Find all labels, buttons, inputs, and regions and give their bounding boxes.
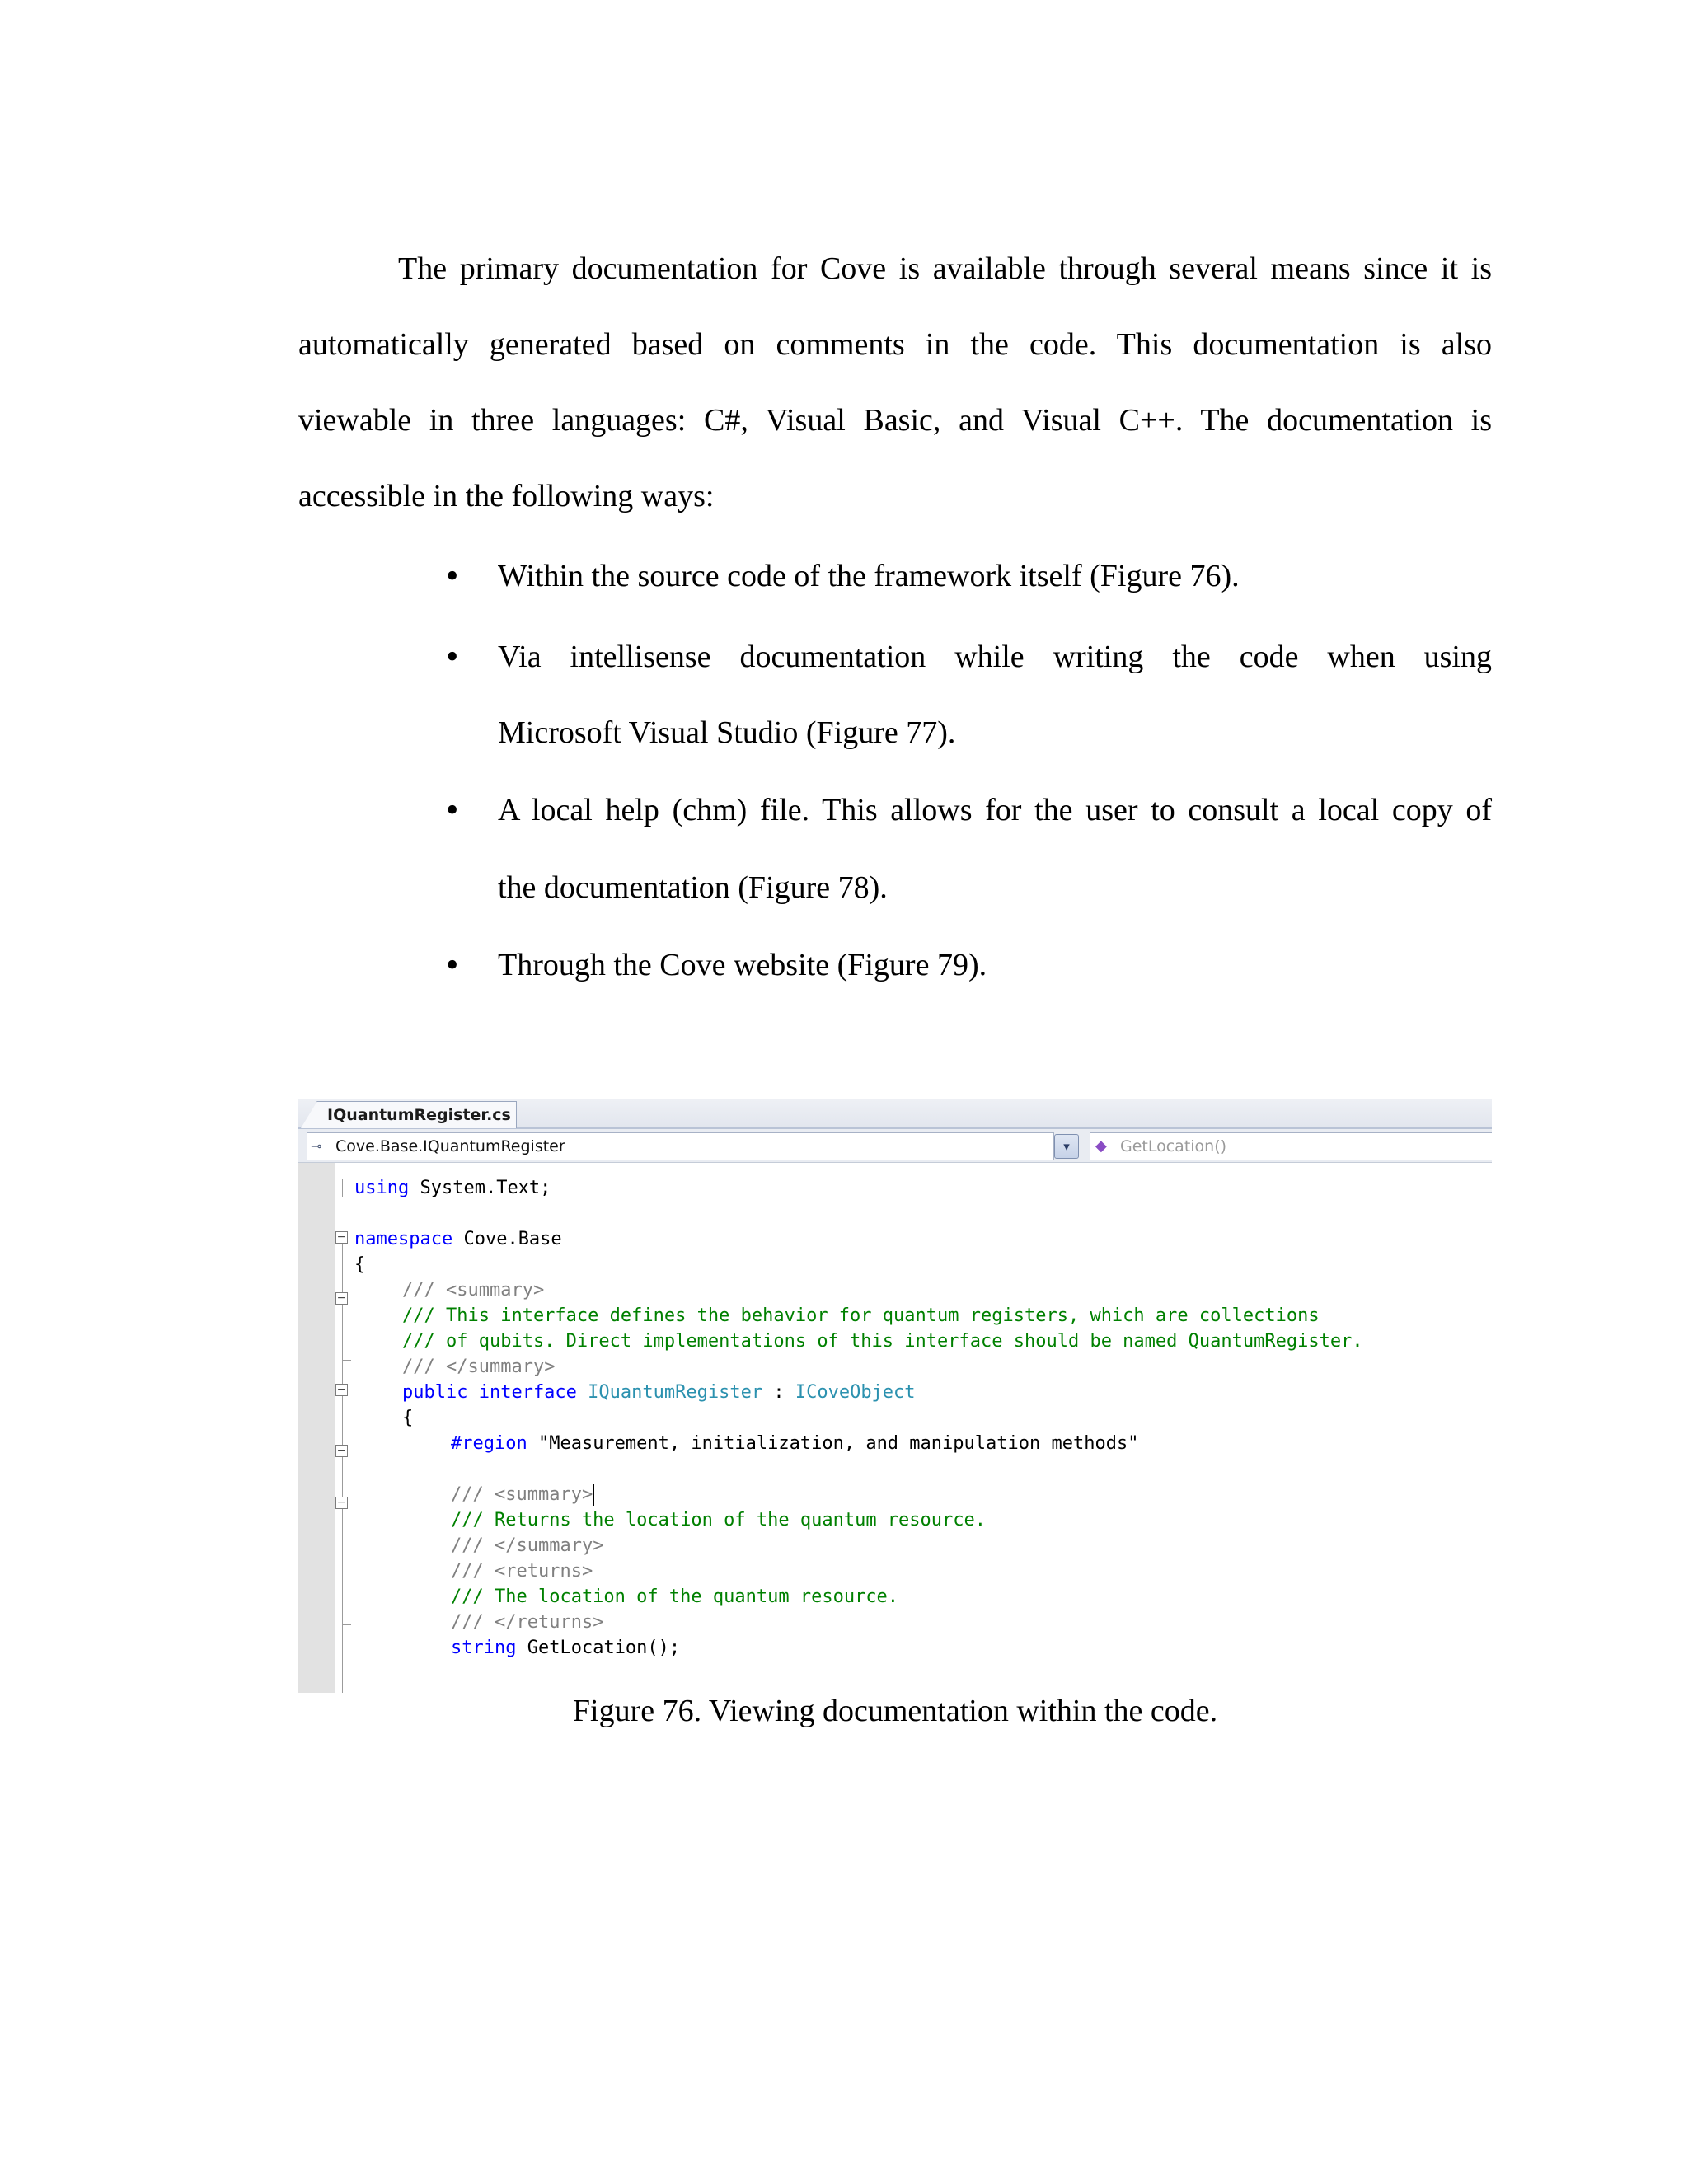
- code-line: /// </returns>: [451, 1612, 604, 1633]
- code-line: string GetLocation();: [451, 1638, 681, 1658]
- collapse-toggle-icon[interactable]: −: [336, 1444, 347, 1457]
- outline-guide: [342, 1179, 343, 1197]
- code-line: {: [402, 1408, 414, 1428]
- bullet-icon: •: [446, 555, 459, 596]
- bullet-icon: •: [446, 790, 459, 830]
- list-item-continuation: Microsoft Visual Studio (Figure 77).: [498, 715, 956, 750]
- editor-gutter: [298, 1163, 335, 1693]
- code-line: using System.Text;: [354, 1178, 551, 1198]
- paragraph-line: The primary documentation for Cove is available through several means since it is: [398, 251, 1492, 286]
- list-item-continuation: the documentation (Figure 78).: [498, 870, 888, 905]
- code-line: /// This interface defines the behavior for quantum registers, which are collections: [402, 1305, 1320, 1326]
- bullet-icon: •: [446, 636, 459, 677]
- intro-paragraph: [298, 245, 1492, 548]
- code-line: #region "Measurement, initialization, and manipulation methods": [451, 1433, 1139, 1454]
- code-line: /// The location of the quantum resource.: [451, 1586, 899, 1607]
- code-editor-screenshot: [298, 1099, 1492, 1693]
- list-item: Through the Cove website (Figure 79).: [498, 948, 987, 982]
- method-icon: ◆: [1095, 1137, 1107, 1155]
- file-tab[interactable]: IQuantumRegister.cs: [316, 1101, 517, 1128]
- list-item: Via intellisense documentation while writing the code when using: [498, 640, 1492, 674]
- collapse-toggle-icon[interactable]: −: [336, 1291, 347, 1305]
- member-dropdown[interactable]: [1090, 1132, 1492, 1160]
- member-dropdown-value: GetLocation(): [1120, 1137, 1227, 1155]
- outline-guide: [343, 1360, 351, 1361]
- outline-guide: [342, 1244, 343, 1693]
- code-line: /// </summary>: [451, 1535, 604, 1556]
- navigation-bar: [298, 1129, 1492, 1163]
- code-line: /// <summary>: [451, 1484, 593, 1505]
- editor-tab-strip: [298, 1099, 1492, 1129]
- chevron-down-icon[interactable]: ▾: [1054, 1134, 1079, 1159]
- code-line: public interface IQuantumRegister : ICoveObject: [402, 1382, 916, 1403]
- bullet-icon: •: [446, 944, 459, 985]
- figure-caption: Figure 76. Viewing documentation within the code.: [572, 1694, 1218, 1728]
- collapse-toggle-icon[interactable]: −: [336, 1230, 347, 1244]
- code-line: /// </summary>: [402, 1357, 556, 1377]
- type-dropdown[interactable]: [307, 1132, 1054, 1160]
- list-item: A local help (chm) file. This allows for the user to consult a local copy of: [498, 793, 1492, 827]
- text-cursor: [593, 1484, 594, 1506]
- paragraph-line: automatically generated based on comments in the code. This documentation is also: [298, 327, 1492, 362]
- type-dropdown-value: Cove.Base.IQuantumRegister: [335, 1137, 565, 1155]
- collapse-toggle-icon[interactable]: −: [336, 1383, 347, 1396]
- list-item: Within the source code of the framework itself (Figure 76).: [498, 559, 1240, 593]
- code-line: {: [354, 1254, 366, 1275]
- interface-icon: ⊸: [311, 1138, 322, 1154]
- code-line: /// <summary>: [402, 1280, 545, 1301]
- code-line: /// of qubits. Direct implementations of this interface should be named QuantumRegister.: [402, 1331, 1363, 1352]
- paragraph-line: accessible in the following ways:: [298, 479, 715, 513]
- outline-guide: [343, 1624, 351, 1625]
- collapse-toggle-icon[interactable]: −: [336, 1496, 347, 1509]
- paragraph-line: viewable in three languages: C#, Visual Basic, and Visual C++. The documentation is: [298, 403, 1492, 438]
- code-line: namespace Cove.Base: [354, 1229, 562, 1249]
- code-line: /// <returns>: [451, 1561, 593, 1582]
- code-line: /// Returns the location of the quantum resource.: [451, 1510, 987, 1530]
